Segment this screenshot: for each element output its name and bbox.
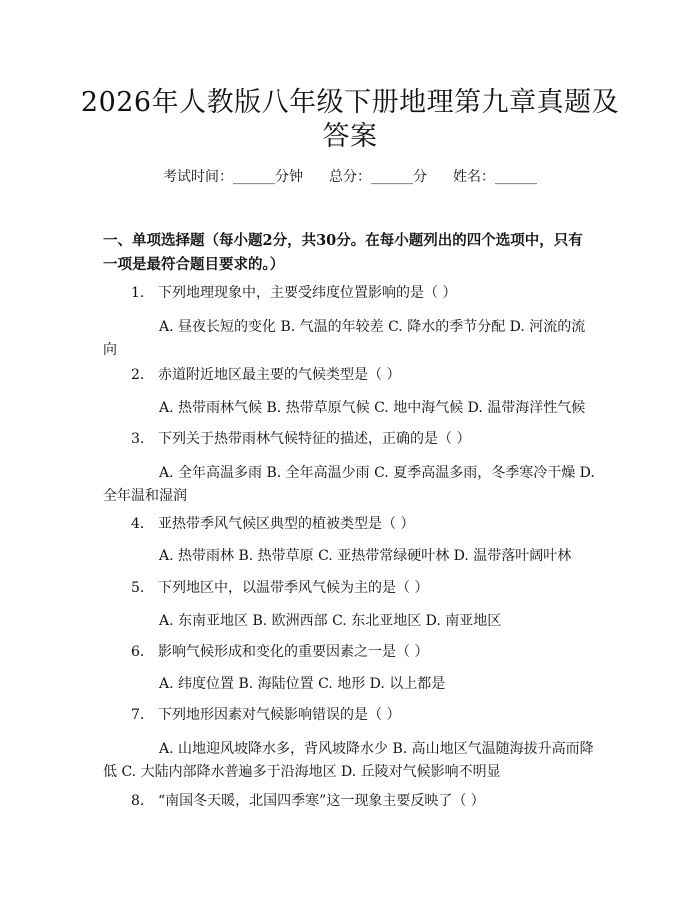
- question-1-options: A. 昼夜长短的变化 B. 气温的年较差 C. 降水的季节分配 D. 河流的流向: [103, 319, 586, 358]
- question-number: 6.: [131, 644, 145, 660]
- question-3-options: A. 全年高温多雨 B. 全年高温少雨 C. 夏季高温多雨，冬季寒冷干燥 D. 全年温和湿润: [103, 465, 595, 504]
- section-heading: 一、单项选择题（每小题2分，共30分。在每小题列出的四个选项中，只有一项是最符合题目要求的。）: [103, 232, 583, 273]
- question-3: [131, 428, 601, 450]
- question-number: 4.: [131, 516, 145, 532]
- question-number: 1.: [131, 285, 145, 301]
- total-score-field: 总分：______分: [329, 169, 427, 185]
- question-number: 3.: [131, 431, 145, 447]
- question-4-options: A. 热带雨林 B. 热带草原 C. 亚热带常绿硬叶林 D. 温带落叶阔叶林: [159, 548, 572, 564]
- question-number: 2.: [131, 367, 145, 383]
- question-7-options: A. 山地迎风坡降水多，背风坡降水少 B. 高山地区气温随海拔升高而降低 C. 大陆内部降水普遍多于沿海地区 D. 丘陵对气候影响不明显: [103, 741, 594, 780]
- question-number: 8.: [131, 793, 145, 809]
- question-2-options: A. 热带雨林气候 B. 热带草原气候 C. 地中海气候 D. 温带海洋性气候: [159, 400, 586, 416]
- page-title-line2: 答案: [322, 121, 378, 152]
- question-4: [131, 513, 601, 535]
- question-stem: 亚热带季风气候区典型的植被类型是（ ）: [158, 516, 415, 532]
- name-field: 姓名：______: [453, 169, 537, 185]
- exam-info-bar: [130, 167, 570, 187]
- question-number: 7.: [131, 707, 145, 723]
- question-stem: 下列地区中，以温带季风气候为主的是（ ）: [158, 580, 429, 596]
- question-stem: 下列地理现象中，主要受纬度位置影响的是（ ）: [158, 285, 457, 301]
- question-stem: 影响气候形成和变化的重要因素之一是（ ）: [158, 644, 429, 660]
- question-5: [131, 577, 601, 599]
- question-6: [131, 641, 601, 663]
- question-6-options: A. 纬度位置 B. 海陆位置 C. 地形 D. 以上都是: [159, 676, 446, 692]
- question-stem: 下列关于热带雨林气候特征的描述，正确的是（ ）: [158, 431, 471, 447]
- question-stem: 赤道附近地区最主要的气候类型是（ ）: [158, 367, 401, 383]
- exam-time-field: 考试时间：______分钟: [163, 169, 303, 185]
- question-1: [131, 282, 601, 304]
- question-stem: 下列地形因素对气候影响错误的是（ ）: [158, 707, 401, 723]
- question-2: [131, 364, 601, 386]
- page-title-line1: 2026年人教版八年级下册地理第九章真题及: [80, 87, 620, 118]
- question-7: [131, 704, 601, 726]
- question-stem: “南国冬天暖，北国四季寒”这一现象主要反映了（ ）: [158, 793, 485, 809]
- question-5-options: A. 东南亚地区 B. 欧洲西部 C. 东北亚地区 D. 南亚地区: [159, 613, 502, 629]
- question-number: 5.: [131, 580, 145, 596]
- question-8: [131, 790, 601, 812]
